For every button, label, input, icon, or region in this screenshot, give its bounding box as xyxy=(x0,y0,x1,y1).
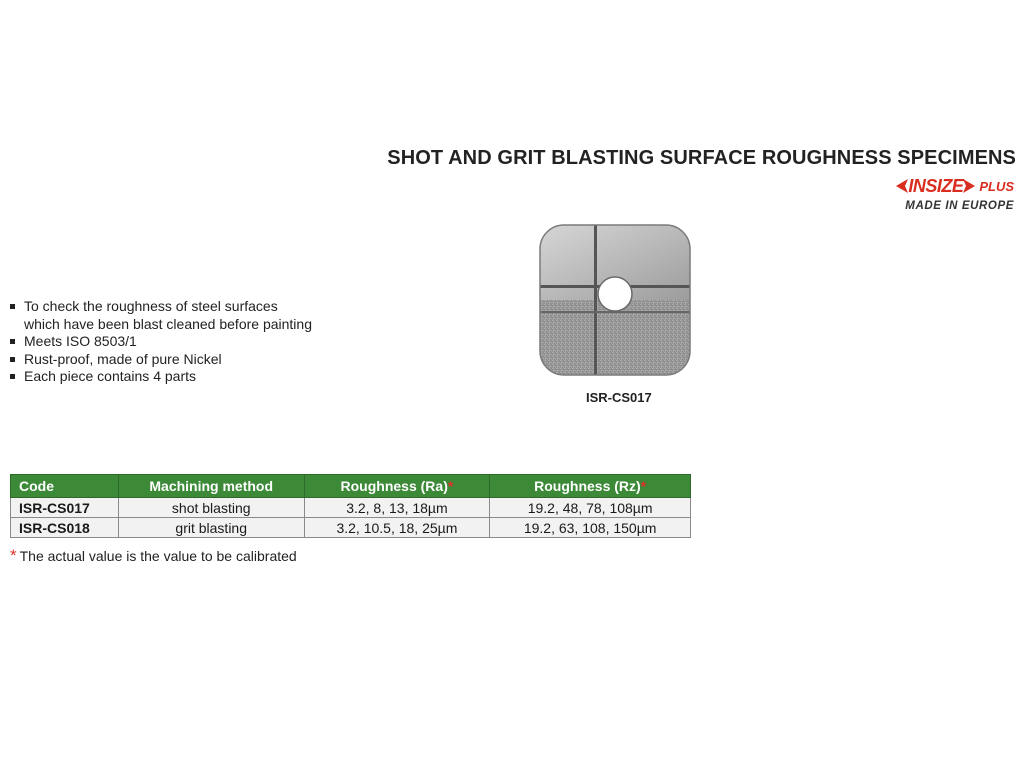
table-row xyxy=(11,518,691,538)
bullet-icon xyxy=(10,374,15,379)
product-caption: ISR-CS017 xyxy=(586,390,652,405)
brand-suffix: PLUS xyxy=(979,178,1014,194)
cell-ra: 3.2, 8, 13, 18µm xyxy=(304,498,490,518)
brand-name: INSIZE xyxy=(908,175,964,196)
feature-item: To check the roughness of steel surfaces xyxy=(10,298,312,316)
cell-method: grit blasting xyxy=(118,518,304,538)
cell-code: ISR-CS017 xyxy=(11,498,119,518)
table-row xyxy=(11,498,691,518)
feature-item: Each piece contains 4 parts xyxy=(10,368,312,386)
cell-code: ISR-CS018 xyxy=(11,518,119,538)
made-in-label: MADE IN EUROPE xyxy=(905,200,1014,212)
header-method: Machining method xyxy=(118,475,304,498)
header-code: Code xyxy=(11,475,119,498)
brand-block xyxy=(896,176,1014,212)
asterisk-mark: * xyxy=(447,478,454,494)
footnote-text: The actual value is the value to be calibrated xyxy=(19,548,297,564)
feature-item: Meets ISO 8503/1 xyxy=(10,333,312,351)
header-ra: Roughness (Ra)* xyxy=(304,475,490,498)
cell-rz: 19.2, 48, 78, 108µm xyxy=(490,498,691,518)
bullet-icon xyxy=(10,357,15,362)
product-image xyxy=(537,222,693,378)
bullet-icon xyxy=(10,304,15,309)
arrow-left-icon xyxy=(896,179,908,193)
cell-method: shot blasting xyxy=(118,498,304,518)
arrow-right-icon xyxy=(963,179,975,193)
header-rz: Roughness (Rz)* xyxy=(490,475,691,498)
bullet-icon xyxy=(10,339,15,344)
feature-item: Rust-proof, made of pure Nickel xyxy=(10,351,312,369)
cell-rz: 19.2, 63, 108, 150µm xyxy=(490,518,691,538)
feature-list xyxy=(10,298,312,386)
brand-logo xyxy=(896,176,1014,196)
asterisk-mark: * xyxy=(10,546,17,565)
feature-item: which have been blast cleaned before painting xyxy=(24,315,312,332)
table-header-row xyxy=(11,475,691,498)
page-title: SHOT AND GRIT BLASTING SURFACE ROUGHNESS SPECIMENS xyxy=(387,147,1016,169)
asterisk-mark: * xyxy=(640,478,647,494)
cell-ra: 3.2, 10.5, 18, 25µm xyxy=(304,518,490,538)
footnote xyxy=(10,546,297,566)
spec-table xyxy=(10,474,691,538)
